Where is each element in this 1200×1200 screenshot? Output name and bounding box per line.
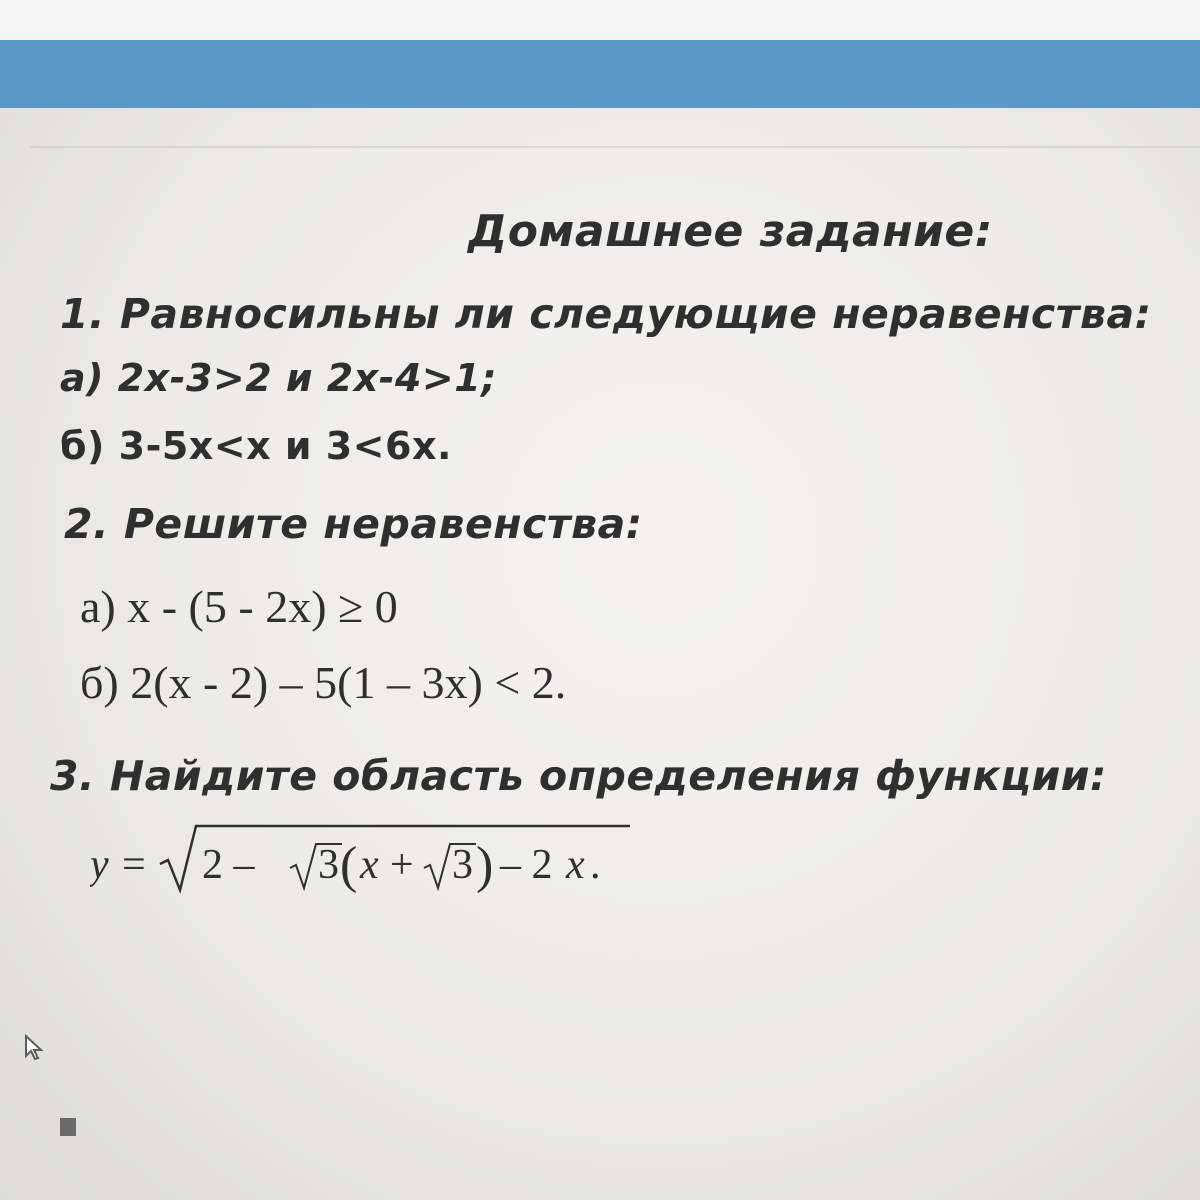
mouse-pointer-icon xyxy=(22,1032,48,1062)
formula-sqrt3-a: 3 xyxy=(318,842,339,888)
task1-item-a xyxy=(60,356,497,400)
formula-dot: . xyxy=(590,842,601,888)
formula-paren-close: ) xyxy=(476,837,494,894)
formula-tail: – 2 xyxy=(500,842,553,888)
task1-item-a-text: а) 2х-3>2 и 2х-4>1; xyxy=(60,356,497,400)
square-icon xyxy=(60,1118,76,1136)
task1-item-b xyxy=(60,424,452,468)
header-banner xyxy=(0,40,1200,108)
top-strip xyxy=(0,0,1200,40)
page-title: Домашнее задание: xyxy=(468,206,993,257)
task2-item-a: а) х - (5 - 2х) ≥ 0 xyxy=(80,581,398,632)
formula-y: y xyxy=(90,842,109,888)
formula-x: x xyxy=(360,842,379,888)
header-divider xyxy=(30,146,1200,148)
task3-heading: 3. Найдите область определения функции: xyxy=(50,752,1107,800)
task2-item-b: б) 2(х - 2) – 5(1 – 3x) < 2. xyxy=(80,657,567,708)
task2-heading: 2. Решите неравенства: xyxy=(64,500,643,548)
formula-radicand: 2 – xyxy=(202,842,255,888)
domain-formula xyxy=(90,818,650,898)
formula-sqrt3-b: 3 xyxy=(452,842,473,888)
formula-eq: = xyxy=(122,842,146,888)
formula-paren-open: ( xyxy=(340,837,358,894)
formula-x2: x xyxy=(566,842,585,888)
formula-plus: + xyxy=(390,842,414,888)
task1-item-b-text: б) 3-5х<х и 3<6х. xyxy=(60,424,452,468)
task1-heading: 1. Равносильны ли следующие неравенства: xyxy=(60,290,1152,338)
